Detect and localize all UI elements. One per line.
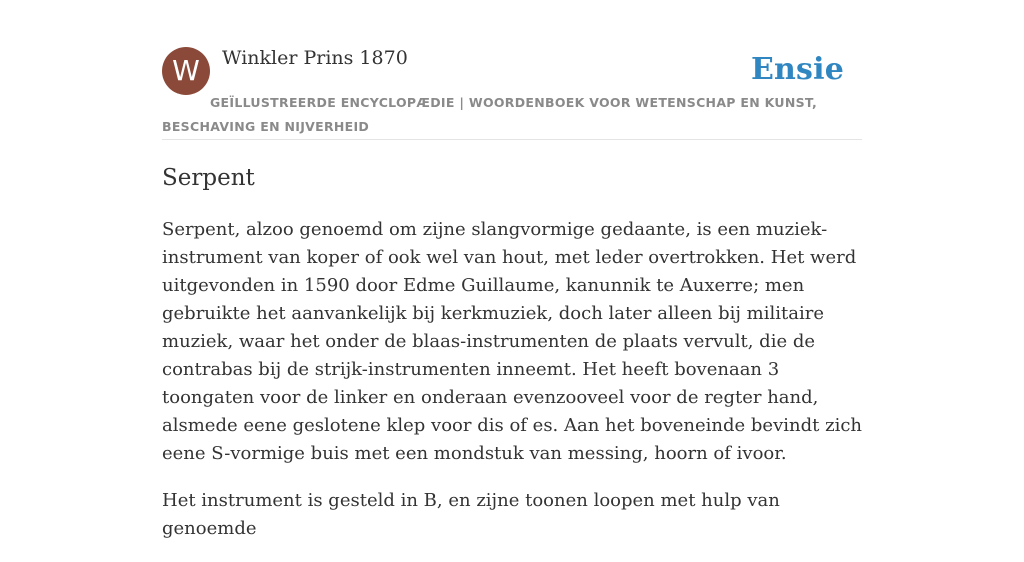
article-paragraph: Het instrument is gesteld in B, en zijne toonen loopen met hulp van genoemde	[162, 490, 780, 539]
site-subtitle: GEÏLLUSTREERDE ENCYCLOPÆDIE | WOORDENBOEK VOOR WETENSCHAP EN KUNST, BESCHAVING EN NIJVERHEID	[162, 95, 818, 134]
header-divider	[162, 139, 862, 140]
article-paragraph: Serpent, alzoo genoemd om zijne slangvormige gedaante, is een muziek-instrument van koper of ook wel van hout, met leder overtrokken. Het werd uitgevonden in 1590 door Edme Guillaume, kanunnik te Auxerre; men gebruikte het aanvankelijk bij kerkmuziek, doch later alleen bij militaire muziek, waar het onder de blaas-instrumenten de plaats vervult, die de contrabas bij de strijk-instrumenten inneemt. Het heeft bovenaan 3 toongaten voor de linker en onderaan evenzooveel voor de regter hand, alsmede eene geslotene klep voor dis of es. Aan het boveneinde bevindt zich eene S-vormige buis met een mondstuk van messing, hoorn of ivoor.	[162, 219, 862, 464]
site-name-link[interactable]: Winkler Prins 1870	[222, 47, 408, 69]
avatar[interactable]: W	[162, 47, 210, 95]
article-title: Serpent	[162, 165, 255, 191]
brand-logo[interactable]: Ensie	[750, 52, 844, 87]
article-body	[162, 216, 862, 562]
